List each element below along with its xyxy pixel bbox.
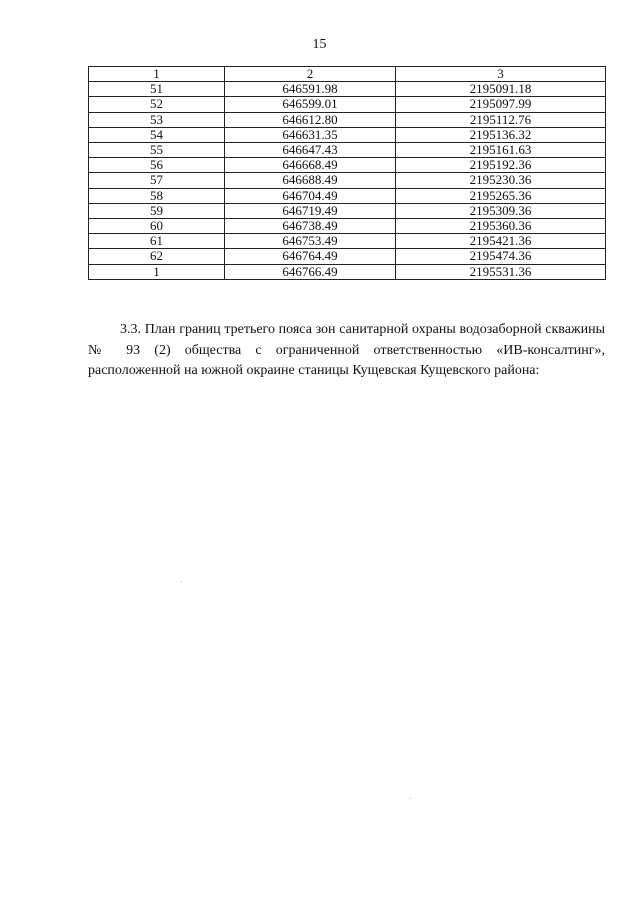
table-row xyxy=(89,264,606,279)
table-row xyxy=(89,249,606,264)
x-coordinate-cell: 646631.35 xyxy=(225,127,396,142)
point-number-cell: 52 xyxy=(89,97,225,112)
point-number-cell: 60 xyxy=(89,219,225,234)
table-row xyxy=(89,143,606,158)
point-number-cell: 59 xyxy=(89,203,225,218)
y-coordinate-cell: 2195421.36 xyxy=(396,234,606,249)
section-paragraph: 3.3. План границ третьего пояса зон санитарной охраны водозаборной скважины № 93 (2) общества с ограниченной ответственностью «ИВ-консалтинг», расположенной на южной окраине станицы Кущевская Кущевского района: xyxy=(88,322,605,378)
y-coordinate-cell: 2195091.18 xyxy=(396,82,606,97)
table-row xyxy=(89,112,606,127)
point-number-cell: 58 xyxy=(89,188,225,203)
column-header-point: 1 xyxy=(89,67,225,82)
point-number-cell: 53 xyxy=(89,112,225,127)
point-number-cell: 55 xyxy=(89,143,225,158)
point-number-cell: 54 xyxy=(89,127,225,142)
table-row xyxy=(89,82,606,97)
x-coordinate-cell: 646688.49 xyxy=(225,173,396,188)
y-coordinate-cell: 2195309.36 xyxy=(396,203,606,218)
scan-speck xyxy=(181,581,182,582)
table-row xyxy=(89,188,606,203)
scan-speck xyxy=(410,798,411,799)
point-number-cell: 1 xyxy=(89,264,225,279)
x-coordinate-cell: 646647.43 xyxy=(225,143,396,158)
y-coordinate-cell: 2195474.36 xyxy=(396,249,606,264)
y-coordinate-cell: 2195230.36 xyxy=(396,173,606,188)
table-row xyxy=(89,158,606,173)
x-coordinate-cell: 646591.98 xyxy=(225,82,396,97)
y-coordinate-cell: 2195192.36 xyxy=(396,158,606,173)
x-coordinate-cell: 646766.49 xyxy=(225,264,396,279)
x-coordinate-cell: 646738.49 xyxy=(225,219,396,234)
point-number-cell: 51 xyxy=(89,82,225,97)
column-header-y: 3 xyxy=(396,67,606,82)
table-row xyxy=(89,127,606,142)
point-number-cell: 62 xyxy=(89,249,225,264)
x-coordinate-cell: 646668.49 xyxy=(225,158,396,173)
x-coordinate-cell: 646753.49 xyxy=(225,234,396,249)
x-coordinate-cell: 646599.01 xyxy=(225,97,396,112)
table-row xyxy=(89,203,606,218)
point-number-cell: 61 xyxy=(89,234,225,249)
y-coordinate-cell: 2195097.99 xyxy=(396,97,606,112)
y-coordinate-cell: 2195360.36 xyxy=(396,219,606,234)
point-number-cell: 56 xyxy=(89,158,225,173)
x-coordinate-cell: 646764.49 xyxy=(225,249,396,264)
table-row xyxy=(89,234,606,249)
y-coordinate-cell: 2195531.36 xyxy=(396,264,606,279)
coordinates-table xyxy=(88,66,606,280)
table-row xyxy=(89,219,606,234)
table-row xyxy=(89,97,606,112)
point-number-cell: 57 xyxy=(89,173,225,188)
page-number: 15 xyxy=(312,37,327,52)
y-coordinate-cell: 2195112.76 xyxy=(396,112,606,127)
x-coordinate-cell: 646612.80 xyxy=(225,112,396,127)
y-coordinate-cell: 2195265.36 xyxy=(396,188,606,203)
y-coordinate-cell: 2195136.32 xyxy=(396,127,606,142)
x-coordinate-cell: 646704.49 xyxy=(225,188,396,203)
column-header-x: 2 xyxy=(225,67,396,82)
table-header-row xyxy=(89,67,606,82)
x-coordinate-cell: 646719.49 xyxy=(225,203,396,218)
table-row xyxy=(89,173,606,188)
y-coordinate-cell: 2195161.63 xyxy=(396,143,606,158)
